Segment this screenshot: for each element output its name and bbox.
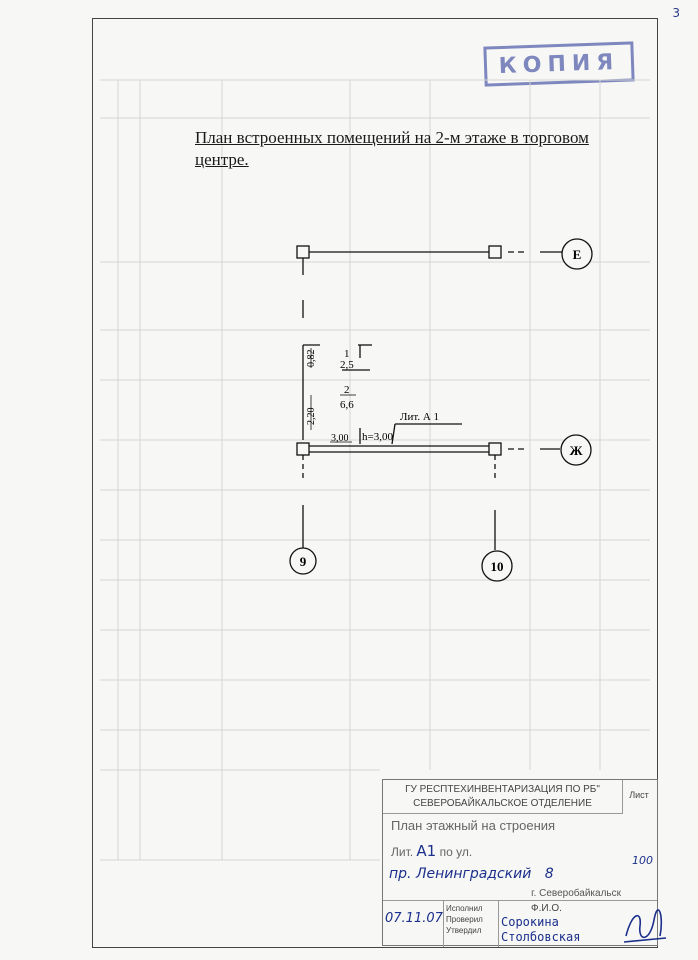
page-number: 3 xyxy=(672,6,680,20)
role-checked: Проверил xyxy=(446,915,483,924)
house-number: 8 xyxy=(544,866,554,882)
column-zh9 xyxy=(297,443,309,455)
room1-number: 1 xyxy=(344,348,350,360)
column-e10 xyxy=(489,246,501,258)
dim-height-082: 0,82 xyxy=(306,349,317,367)
dim-width: 3,00 xyxy=(331,433,349,444)
axis-10-label: 10 xyxy=(490,559,504,574)
handwritten-signature xyxy=(620,906,670,950)
room2-number: 2 xyxy=(344,384,350,396)
room1-area: 2,5 xyxy=(340,359,354,371)
plan-title-line1: План встроенных помещений на 2-м этаже в торговом xyxy=(195,128,589,147)
fio-label: Ф.И.О. xyxy=(531,903,562,914)
roles xyxy=(443,901,499,947)
street-prefix: по ул. xyxy=(439,845,473,859)
sheet-label: Лист xyxy=(629,790,649,800)
lit-value: А1 xyxy=(416,842,437,860)
column-e9 xyxy=(297,246,309,258)
document-number: 100 xyxy=(632,854,653,867)
copy-stamp: КОПИЯ xyxy=(483,41,634,86)
signature-row xyxy=(383,900,657,947)
room2-area: 6,6 xyxy=(340,399,354,411)
title-block xyxy=(382,779,658,946)
role-approved: Утвердил xyxy=(446,926,482,935)
names xyxy=(501,915,580,945)
axis-9-label: 9 xyxy=(299,554,307,569)
date: 07.11.07 xyxy=(385,911,443,926)
name-2: Столбовская xyxy=(501,930,581,944)
name-1: Сорокина xyxy=(501,915,559,929)
dim-height-220: 2,20 xyxy=(306,407,317,425)
street-row xyxy=(389,866,554,882)
lit-prefix: Лит. xyxy=(391,845,414,859)
room-height: h=3,00 xyxy=(362,431,393,443)
city: г. Северобайкальск xyxy=(531,888,621,899)
role-executed: Исполнил xyxy=(446,904,483,913)
column-zh10 xyxy=(489,443,501,455)
axis-e-label: Е xyxy=(572,247,582,262)
street-name: пр. Ленинградский xyxy=(389,866,532,882)
plan-name: План этажный на строения xyxy=(391,818,556,833)
axis-zh-label: Ж xyxy=(569,443,583,458)
lit-label: Лит. А 1 xyxy=(400,411,440,423)
lit-row xyxy=(391,842,472,860)
organization-name: ГУ РЕСПТЕХИНВЕНТАРИЗАЦИЯ ПО РБ" СЕВЕРОБАЙКАЛЬСКОЕ ОТДЕЛЕНИЕ xyxy=(383,780,623,814)
plan-title-line2: центре. xyxy=(195,150,249,169)
